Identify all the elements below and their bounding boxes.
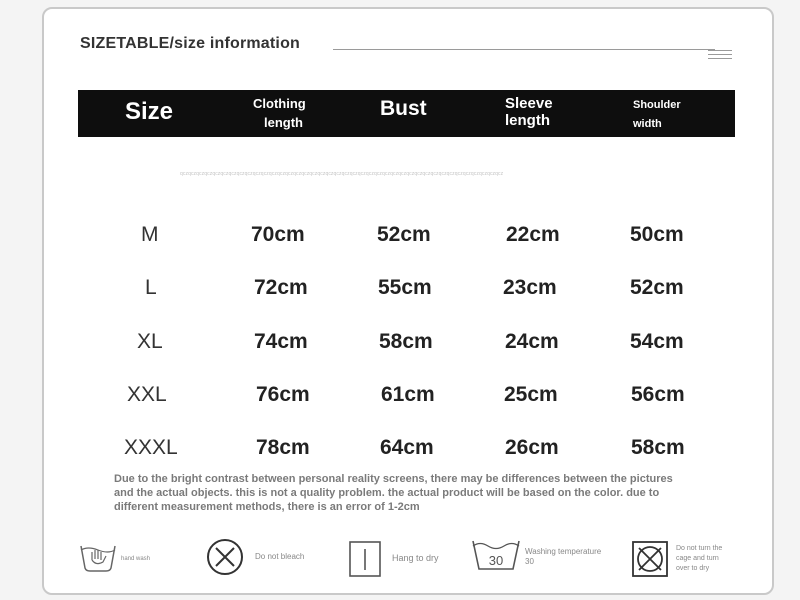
cell-shoulder-width: 50cm [630, 223, 684, 246]
cell-bust: 52cm [377, 223, 431, 246]
no-bleach-icon [205, 537, 245, 577]
header-sleeve-length [505, 95, 553, 129]
hang-dry-icon [348, 540, 382, 578]
wash-temperature-text: Washing temperature [525, 547, 602, 556]
no-tumble-dry-label [676, 544, 722, 574]
cell-size: M [141, 223, 159, 246]
table-row [0, 276, 800, 306]
table-row [0, 383, 800, 413]
wash-temperature-label [525, 547, 601, 567]
title-divider [333, 49, 715, 50]
cell-size: XXL [127, 383, 167, 406]
hand-wash-label: hand wash [121, 556, 151, 562]
menu-icon [708, 50, 732, 62]
cell-bust: 58cm [379, 330, 433, 353]
decorative-text-strip: qczqczqczqczqczqczqczqczqczqczqczqczqczqczqczqczqczqczqczqczqczqczqczqczqczqczqczqczqczqczqczqczqczqczqczqczqczqczqczqcz [180, 171, 504, 177]
no-tumble-dry-line3: over to dry [676, 565, 710, 572]
cell-sleeve-length: 25cm [504, 383, 558, 406]
cell-shoulder-width: 58cm [631, 436, 685, 459]
header-sleeve-line2: length [505, 112, 550, 129]
cell-sleeve-length: 23cm [503, 276, 557, 299]
cell-shoulder-width: 52cm [630, 276, 684, 299]
wash-temperature-icon [470, 537, 522, 573]
cell-clothing-length: 70cm [251, 223, 305, 246]
cell-clothing-length: 74cm [254, 330, 308, 353]
cell-bust: 64cm [380, 436, 434, 459]
header-shoulder-line1: Shoulder [633, 99, 681, 111]
hang-dry-label: Hang to dry [392, 553, 439, 563]
cell-clothing-length: 76cm [256, 383, 310, 406]
cell-bust: 55cm [378, 276, 432, 299]
no-tumble-dry-line2: cage and turn [676, 555, 719, 562]
hand-wash-icon [78, 538, 118, 574]
header-shoulder-width [633, 96, 681, 134]
cell-clothing-length: 72cm [254, 276, 308, 299]
table-row [0, 436, 800, 466]
page-title: SIZETABLE/size information [80, 35, 301, 52]
header-sleeve-line1: Sleeve [505, 95, 553, 112]
cell-shoulder-width: 56cm [631, 383, 685, 406]
cell-sleeve-length: 22cm [506, 223, 560, 246]
cell-size: XL [137, 330, 163, 353]
no-tumble-dry-line1: Do not turn the [676, 545, 723, 552]
no-tumble-dry-icon [631, 540, 669, 578]
cell-sleeve-length: 24cm [505, 330, 559, 353]
wash-temperature-icon-value: 30 [488, 553, 504, 568]
size-table-header [78, 90, 735, 137]
table-row [0, 330, 800, 360]
header-clothing-line2: length [264, 115, 303, 130]
table-row [0, 223, 800, 253]
header-shoulder-line2: width [633, 118, 662, 130]
cell-clothing-length: 78cm [256, 436, 310, 459]
header-bust: Bust [380, 97, 427, 120]
wash-temperature-value: 30 [525, 557, 534, 566]
header-clothing-line1: Clothing [253, 96, 306, 111]
cell-shoulder-width: 54cm [630, 330, 684, 353]
cell-size: XXXL [124, 436, 178, 459]
header-clothing-length [253, 94, 306, 132]
no-bleach-label: Do not bleach [255, 552, 305, 561]
cell-size: L [145, 276, 157, 299]
cell-bust: 61cm [381, 383, 435, 406]
header-size: Size [125, 98, 174, 125]
disclaimer-text: Due to the bright contrast between personal reality screens, there may be differences between the pictures and the actual objects. this is not a quality problem. the actual product will be based on the color. due to different measurement methods, there is an error of 1-2cm [114, 473, 673, 513]
cell-sleeve-length: 26cm [505, 436, 559, 459]
